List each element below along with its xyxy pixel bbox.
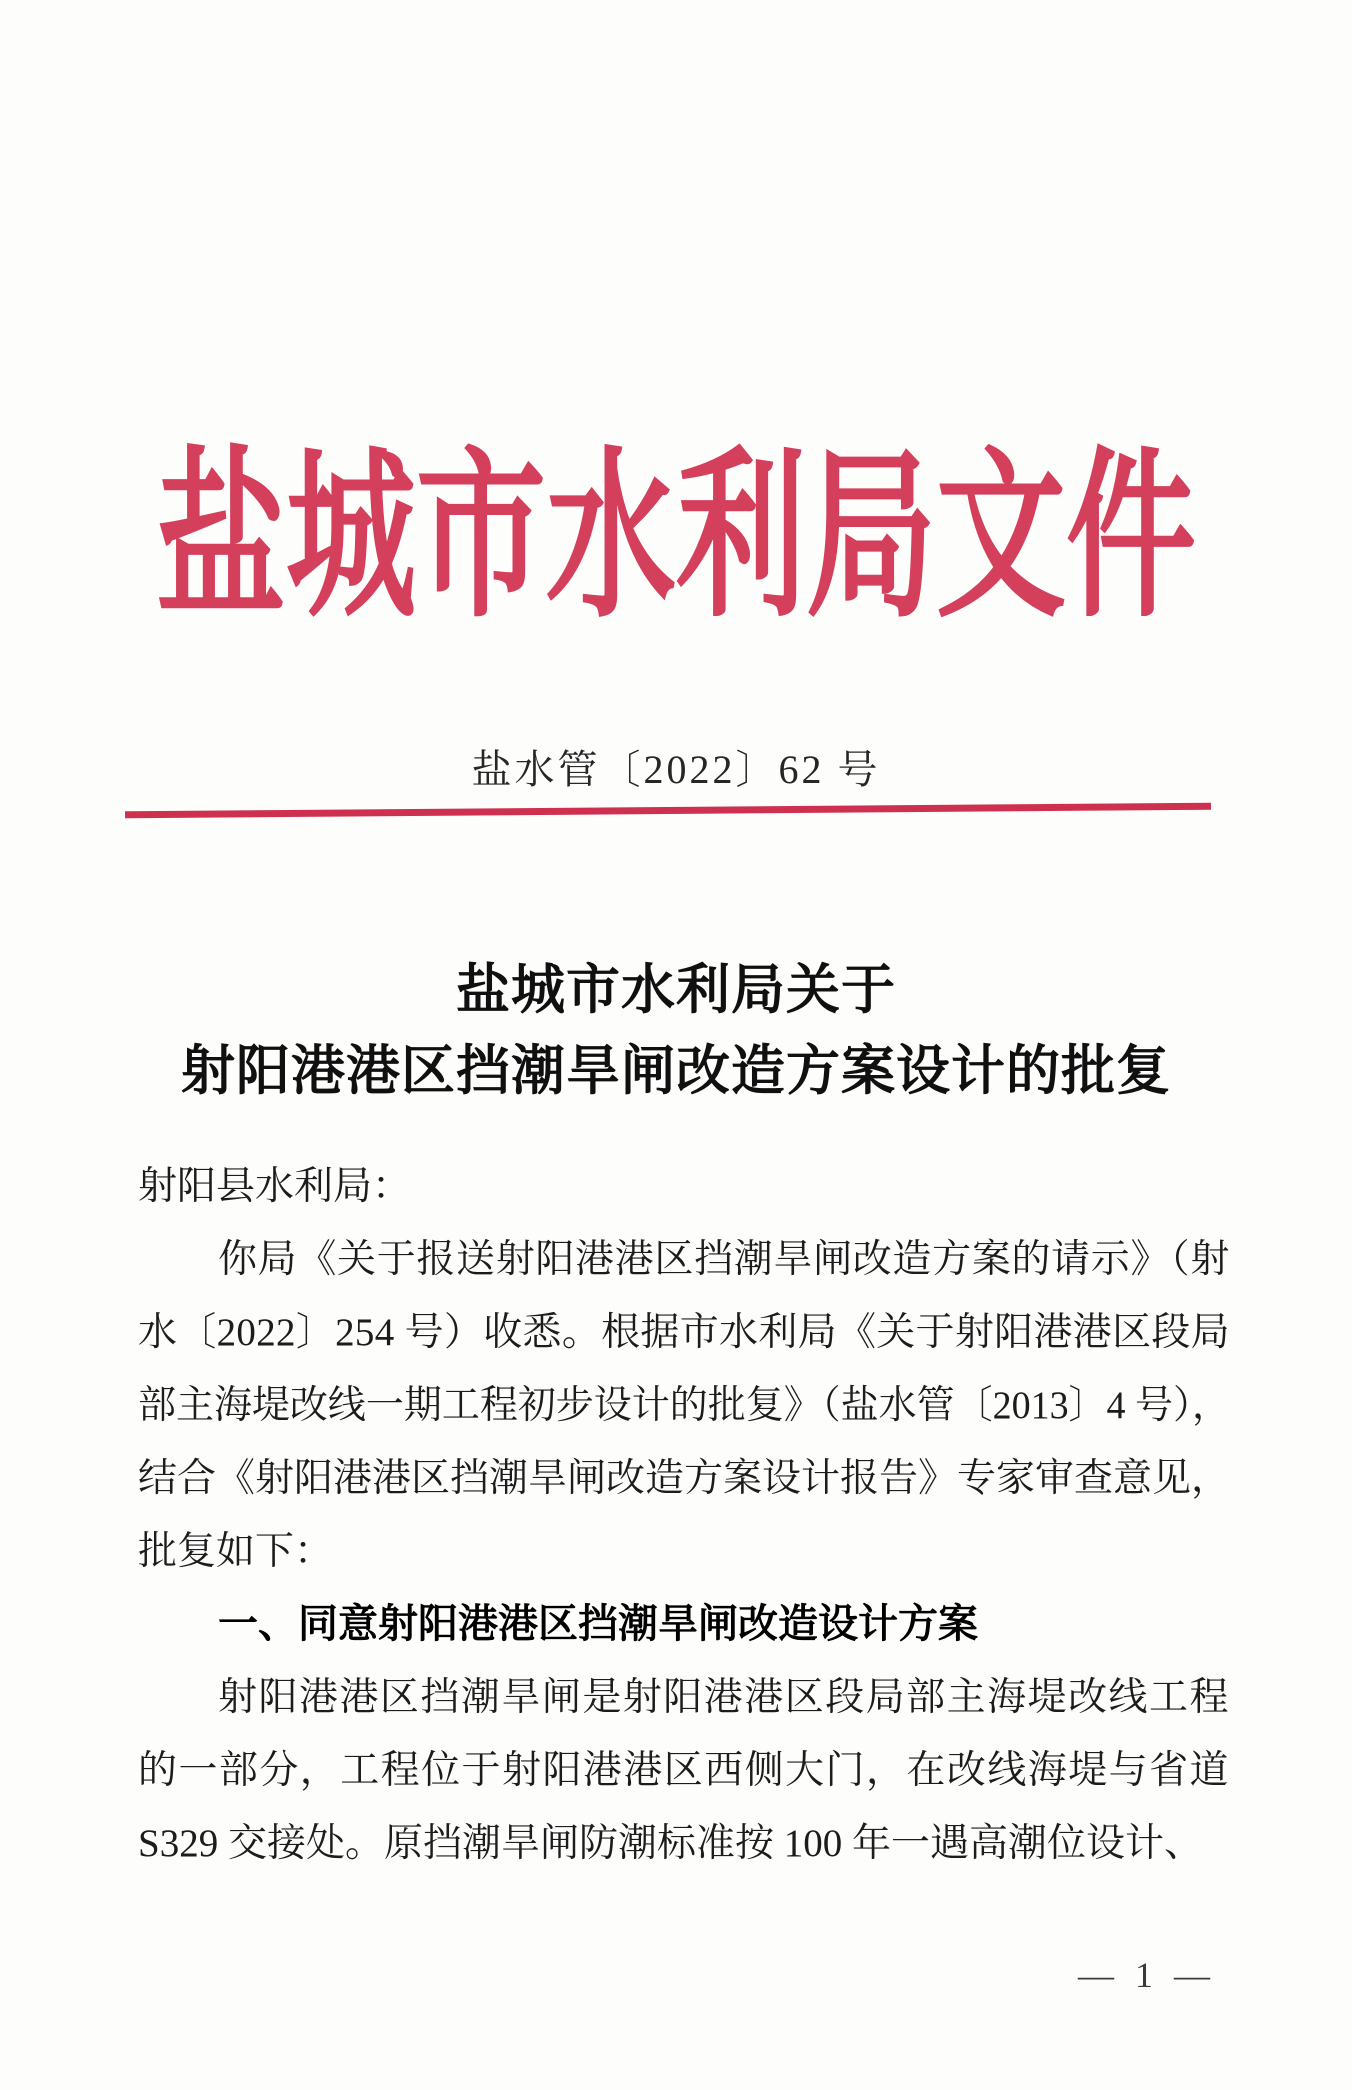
body-line: S329 交接处。原挡潮旱闸防潮标准按 100 年一遇高潮位设计、 bbox=[138, 1822, 1203, 1865]
agency-banner-title: 盐城市水利局文件 bbox=[155, 438, 1196, 640]
document-title-line2: 射阳港港区挡潮旱闸改造方案设计的批复 bbox=[181, 1041, 1171, 1101]
body-line: 水〔2022〕254 号）收悉。根据市水利局《关于射阳港港区段局 bbox=[138, 1311, 1230, 1354]
page-number: — 1 — bbox=[1078, 1955, 1216, 1995]
document-title bbox=[0, 950, 1352, 1112]
body-line: 你局《关于报送射阳港港区挡潮旱闸改造方案的请示》（射 bbox=[218, 1238, 1230, 1281]
body-text bbox=[138, 1150, 1230, 1880]
body-line: 部主海堤改线一期工程初步设计的批复》（盐水管〔2013〕4 号）， bbox=[138, 1384, 1230, 1427]
red-divider-line bbox=[125, 803, 1211, 819]
body-line: 射阳县水利局： bbox=[138, 1165, 412, 1208]
body-line: 的一部分，工程位于射阳港港区西侧大门，在改线海堤与省道 bbox=[138, 1749, 1230, 1792]
body-line: 批复如下： bbox=[138, 1530, 334, 1573]
body-line: 射阳港港区挡潮旱闸是射阳港港区段局部主海堤改线工程 bbox=[218, 1676, 1230, 1719]
section-heading: 一、同意射阳港港区挡潮旱闸改造设计方案 bbox=[218, 1602, 978, 1646]
body-line: 结合《射阳港港区挡潮旱闸改造方案设计报告》专家审查意见， bbox=[138, 1457, 1230, 1500]
document-number: 盐水管〔2022〕62 号 bbox=[471, 747, 881, 792]
document-title-line1: 盐城市水利局关于 bbox=[456, 960, 896, 1020]
